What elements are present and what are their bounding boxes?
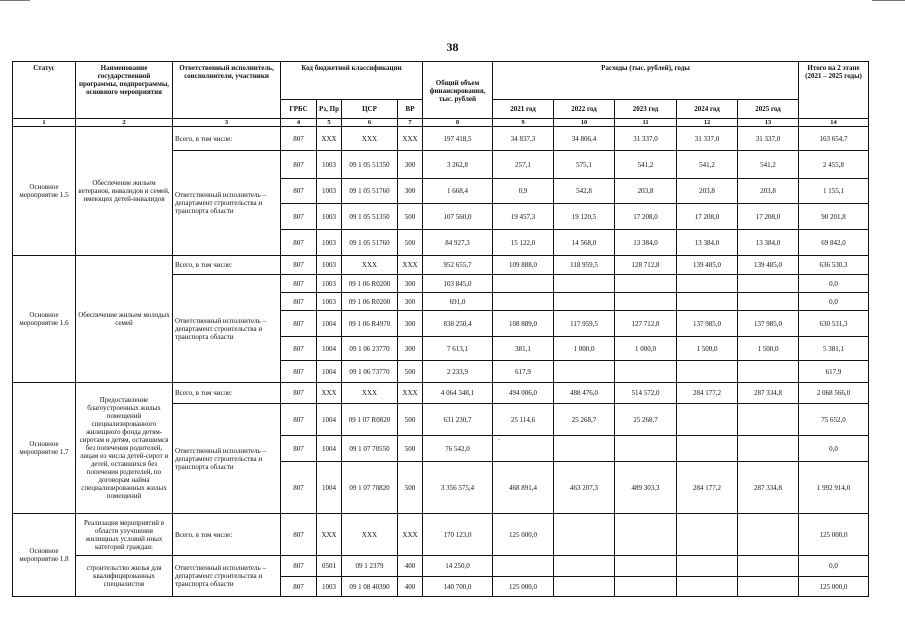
page-number: 38: [446, 40, 459, 54]
row-name: Реализация мероприятий в области улучшения жилищных условий иных категорий граждан:: [76, 514, 173, 556]
cell-2023: [615, 577, 677, 597]
cell-2022: 488 476,0: [554, 383, 615, 404]
cell-2023: 17 208,0: [615, 204, 677, 230]
cell-rzpr: 1004: [317, 311, 342, 337]
cell-2021: 617,9: [493, 361, 554, 383]
cell-csr: 09 1 05 51350: [342, 204, 398, 230]
cell-2021: 0,9: [493, 179, 554, 204]
header-vr: ВР: [398, 100, 423, 119]
header-executor: Ответственный исполнитель, соисполнители, участники: [173, 62, 281, 119]
cell-stage-total: 69 842,0: [799, 230, 869, 256]
cell-2025: 139 485,0: [738, 256, 799, 275]
cell-grbs: 807: [281, 293, 317, 311]
cell-rzpr: 1003: [317, 256, 342, 275]
cell-2021: 19 457,3: [493, 204, 554, 230]
cell-2024: 137 985,0: [677, 311, 738, 337]
cell-2025: 541,2: [738, 151, 799, 179]
row-executor: Ответственный исполнитель – департамент строительства и транспорта области: [173, 275, 281, 383]
cell-2024: 203,8: [677, 179, 738, 204]
cell-total: 2 233,9: [423, 361, 493, 383]
cell-vr: 500: [398, 404, 423, 436]
cell-grbs: 807: [281, 179, 317, 204]
column-number: 14: [799, 119, 869, 127]
header-total-funding: Общий объем финансирования, тыс. рублей: [423, 62, 493, 119]
cell-2025: [738, 514, 799, 556]
cell-2022: 25 268,7: [554, 404, 615, 436]
column-number: 9: [493, 119, 554, 127]
cell-total: 107 560,0: [423, 204, 493, 230]
cell-2022: 542,8: [554, 179, 615, 204]
cell-2024: 13 384,0: [677, 230, 738, 256]
cell-2025: [738, 577, 799, 597]
cell-2022: 1 000,0: [554, 337, 615, 361]
cell-rzpr: 1003: [317, 293, 342, 311]
cell-stage-total: 0,0: [799, 436, 869, 462]
cell-2024: 284 177,2: [677, 462, 738, 514]
cell-vr: ХХХ: [398, 383, 423, 404]
cell-rzpr: 1004: [317, 361, 342, 383]
row-status: Основное мероприятие 1.7: [13, 383, 76, 514]
cell-2025: 31 337,0: [738, 127, 799, 151]
cell-2023: [615, 361, 677, 383]
cell-stage-total: 5 381,1: [799, 337, 869, 361]
cell-2024: [677, 361, 738, 383]
cell-vr: 500: [398, 204, 423, 230]
cell-grbs: 807: [281, 436, 317, 462]
cell-grbs: 807: [281, 404, 317, 436]
cell-2023: 127 712,8: [615, 311, 677, 337]
cell-grbs: 807: [281, 577, 317, 597]
budget-table: [12, 61, 869, 597]
cell-grbs: 807: [281, 556, 317, 577]
cell-grbs: 807: [281, 127, 317, 151]
row-status: Основное мероприятие 1.6: [13, 256, 76, 383]
cell-stage-total: 636 530,3: [799, 256, 869, 275]
column-number: 7: [398, 119, 423, 127]
cell-rzpr: 1003: [317, 151, 342, 179]
cell-vr: 400: [398, 556, 423, 577]
cell-rzpr: 1003: [317, 179, 342, 204]
cell-total: 952 655,7: [423, 256, 493, 275]
cell-2025: 17 208,0: [738, 204, 799, 230]
cell-2025: 137 985,0: [738, 311, 799, 337]
row-status: Основное мероприятие 1.8: [13, 514, 76, 597]
cell-csr: 09 1 06 73770: [342, 361, 398, 383]
cell-vr: 300: [398, 179, 423, 204]
cell-2021: 494 006,0: [493, 383, 554, 404]
cell-2023: 31 337,0: [615, 127, 677, 151]
cell-2021: 109 888,0: [493, 256, 554, 275]
header-expenses: Расходы (тыс. рублей), годы: [493, 62, 799, 100]
pen-mark: ´: [498, 438, 501, 446]
cell-csr: 09 1 06 R0200: [342, 293, 398, 311]
cell-2023: [615, 275, 677, 293]
column-number: 3: [173, 119, 281, 127]
cell-2023: 489 303,3: [615, 462, 677, 514]
cell-total: 84 927,3: [423, 230, 493, 256]
cell-2023: 128 712,8: [615, 256, 677, 275]
row-executor: Ответственный исполнитель – департамент строительства и транспорта области: [173, 404, 281, 514]
cell-total: 76 542,0: [423, 436, 493, 462]
cell-total: 631 230,7: [423, 404, 493, 436]
cell-2024: [677, 436, 738, 462]
cell-2022: [554, 275, 615, 293]
column-number: 13: [738, 119, 799, 127]
cell-rzpr: 1003: [317, 230, 342, 256]
cell-stage-total: 0,0: [799, 556, 869, 577]
table-row: [13, 127, 869, 151]
cell-2021: [493, 556, 554, 577]
table-row: [13, 256, 869, 275]
cell-rzpr: 1003: [317, 275, 342, 293]
cell-2022: 463 207,3: [554, 462, 615, 514]
cell-vr: 500: [398, 462, 423, 514]
cell-total: 170 123,0: [423, 514, 493, 556]
cell-grbs: 807: [281, 275, 317, 293]
column-number: 5: [317, 119, 342, 127]
cell-vr: 500: [398, 361, 423, 383]
cell-csr: 09 1 06 R0200: [342, 275, 398, 293]
table-row: [13, 383, 869, 404]
cell-grbs: 807: [281, 383, 317, 404]
header-budget-classification: Код бюджетной классификации: [281, 62, 423, 100]
cell-rzpr: 1003: [317, 204, 342, 230]
cell-grbs: 807: [281, 256, 317, 275]
column-number: 12: [677, 119, 738, 127]
cell-csr: ХХХ: [342, 514, 398, 556]
cell-2024: 284 177,2: [677, 383, 738, 404]
cell-2023: [615, 556, 677, 577]
cell-csr: 09 1 2379: [342, 556, 398, 577]
cell-rzpr: ХХХ: [317, 514, 342, 556]
row-name: Обеспечение жильем ветеранов, инвалидов и семей, имеющих детей-инвалидов: [76, 127, 173, 256]
cell-2023: [615, 436, 677, 462]
cell-2022: [554, 436, 615, 462]
cell-rzpr: 1003: [317, 577, 342, 597]
cell-rzpr: 1004: [317, 462, 342, 514]
header-csr: ЦСР: [342, 100, 398, 119]
cell-stage-total: 2 455,8: [799, 151, 869, 179]
cell-2025: [738, 556, 799, 577]
cell-rzpr: ХХХ: [317, 127, 342, 151]
cell-2024: 1 500,0: [677, 337, 738, 361]
cell-rzpr: 1004: [317, 404, 342, 436]
row-name: Обеспечение жильем молодых семей: [76, 256, 173, 383]
header-year-2024: 2024 год: [677, 100, 738, 119]
header-year-2022: 2022 год: [554, 100, 615, 119]
cell-total: 3 262,8: [423, 151, 493, 179]
cell-grbs: 807: [281, 204, 317, 230]
cell-total: 7 613,1: [423, 337, 493, 361]
column-number: 11: [615, 119, 677, 127]
cell-vr: ХХХ: [398, 127, 423, 151]
cell-stage-total: 0,0: [799, 275, 869, 293]
cell-2025: [738, 361, 799, 383]
cell-2021: 468 891,4: [493, 462, 554, 514]
cell-grbs: 807: [281, 151, 317, 179]
cell-2023: 514 572,0: [615, 383, 677, 404]
cell-2022: 118 959,5: [554, 256, 615, 275]
cell-2025: 287 334,8: [738, 383, 799, 404]
cell-2021: 34 837,3: [493, 127, 554, 151]
cell-csr: 09 1 05 51760: [342, 230, 398, 256]
column-number: 4: [281, 119, 317, 127]
row-executor: Ответственный исполнитель – департамент строительства и транспорта области: [173, 151, 281, 256]
cell-2021: 125 000,0: [493, 577, 554, 597]
cell-csr: ХХХ: [342, 256, 398, 275]
cell-vr: 300: [398, 275, 423, 293]
cell-2022: [554, 514, 615, 556]
row-executor: Всего, в том числе:: [173, 514, 281, 556]
cell-stage-total: 125 000,0: [799, 577, 869, 597]
cell-2023: 13 384,0: [615, 230, 677, 256]
cell-stage-total: 90 201,8: [799, 204, 869, 230]
cell-2023: [615, 293, 677, 311]
cell-csr: ХХХ: [342, 383, 398, 404]
header-stage-total: Итого на 2 этапе (2021 – 2025 годы): [799, 62, 869, 119]
cell-csr: 09 1 06 R4970: [342, 311, 398, 337]
cell-2022: 19 120,5: [554, 204, 615, 230]
column-number: 10: [554, 119, 615, 127]
cell-csr: 09 1 07 70550: [342, 436, 398, 462]
cell-grbs: 807: [281, 361, 317, 383]
cell-vr: ХХХ: [398, 256, 423, 275]
cell-total: 14 250,0: [423, 556, 493, 577]
table-row: [13, 514, 869, 556]
cell-2024: [677, 275, 738, 293]
header-year-2025: 2025 год: [738, 100, 799, 119]
header-grbs: ГРБС: [281, 100, 317, 119]
cell-vr: 400: [398, 577, 423, 597]
cell-2023: 203,8: [615, 179, 677, 204]
cell-2024: [677, 556, 738, 577]
header-name: Наименование государственной программы, подпрограммы, основного мероприятия: [76, 62, 173, 119]
cell-total: 838 250,4: [423, 311, 493, 337]
cell-2023: 541,2: [615, 151, 677, 179]
cell-2025: [738, 275, 799, 293]
cell-rzpr: 0501: [317, 556, 342, 577]
cell-2021: 125 000,0: [493, 514, 554, 556]
cell-2025: [738, 436, 799, 462]
cell-stage-total: 630 531,3: [799, 311, 869, 337]
column-number: 2: [76, 119, 173, 127]
cell-grbs: 807: [281, 462, 317, 514]
cell-2022: 34 806,4: [554, 127, 615, 151]
cell-vr: 300: [398, 337, 423, 361]
cell-total: 691,0: [423, 293, 493, 311]
cell-total: 103 845,0: [423, 275, 493, 293]
cell-2025: [738, 293, 799, 311]
cell-grbs: 807: [281, 337, 317, 361]
cell-2022: [554, 361, 615, 383]
cell-total: 1 668,4: [423, 179, 493, 204]
cell-2025: 203,8: [738, 179, 799, 204]
cell-stage-total: 1 992 914,0: [799, 462, 869, 514]
cell-stage-total: 2 068 566,0: [799, 383, 869, 404]
cell-csr: 09 1 07 70820: [342, 462, 398, 514]
cell-2021: 257,1: [493, 151, 554, 179]
cell-stage-total: 163 654,7: [799, 127, 869, 151]
cell-2024: [677, 577, 738, 597]
cell-2022: [554, 577, 615, 597]
row-executor: Всего, в том числе:: [173, 256, 281, 275]
cell-2024: [677, 293, 738, 311]
cell-2025: 13 384,0: [738, 230, 799, 256]
cell-2021: [493, 293, 554, 311]
cell-csr: 09 1 05 51350: [342, 151, 398, 179]
cell-vr: 300: [398, 293, 423, 311]
cell-total: 140 700,0: [423, 577, 493, 597]
cell-2023: [615, 514, 677, 556]
cell-csr: ХХХ: [342, 127, 398, 151]
row-executor: Ответственный исполнитель – департамент строительства и транспорта области: [173, 556, 281, 597]
cell-vr: 500: [398, 230, 423, 256]
cell-2021: [493, 275, 554, 293]
cell-csr: 09 1 07 R0820: [342, 404, 398, 436]
cell-total: 3 356 575,4: [423, 462, 493, 514]
cell-2022: [554, 556, 615, 577]
cell-rzpr: ХХХ: [317, 383, 342, 404]
cell-total: 4 064 348,1: [423, 383, 493, 404]
cell-2022: 575,1: [554, 151, 615, 179]
cell-vr: 300: [398, 311, 423, 337]
cell-stage-total: 0,0: [799, 293, 869, 311]
header-status: Статус: [13, 62, 76, 119]
column-number: 8: [423, 119, 493, 127]
cell-grbs: 807: [281, 230, 317, 256]
cell-csr: 09 1 06 23770: [342, 337, 398, 361]
cell-csr: 09 1 05 51760: [342, 179, 398, 204]
row-status: Основное мероприятие 1.5: [13, 127, 76, 256]
cell-2024: 17 208,0: [677, 204, 738, 230]
cell-2023: 1 000,0: [615, 337, 677, 361]
cell-2023: 25 268,7: [615, 404, 677, 436]
header-rzpr: Рз, Пр: [317, 100, 342, 119]
table-row: [13, 556, 869, 577]
header-year-2021: 2021 год: [493, 100, 554, 119]
cell-2025: 287 334,8: [738, 462, 799, 514]
cell-total: 197 418,5: [423, 127, 493, 151]
cell-stage-total: 617,9: [799, 361, 869, 383]
row-executor: Всего, в том числе:: [173, 127, 281, 151]
cell-rzpr: 1004: [317, 436, 342, 462]
cell-2021: 381,1: [493, 337, 554, 361]
cell-grbs: 807: [281, 514, 317, 556]
cell-2024: 139 485,0: [677, 256, 738, 275]
cell-2024: 541,2: [677, 151, 738, 179]
row-sub-name: строительство жилья для квалифицированных специалистов: [76, 556, 173, 597]
cell-2021: 15 122,0: [493, 230, 554, 256]
cell-stage-total: 1 155,1: [799, 179, 869, 204]
cell-2024: [677, 514, 738, 556]
row-name: Предоставление благоустроенных жилых помещений специализированного жилищного фонда детям-сиротам и детям, оставшимся без попечения родителей, лицам из числа детей-сирот и детей, оставшихся без попечения родителей, по договорам найма специализированных жилых помещений: [76, 383, 173, 514]
scan-edge-line: [872, 0, 905, 1]
cell-2024: 31 337,0: [677, 127, 738, 151]
header-year-2023: 2023 год: [615, 100, 677, 119]
cell-2025: [738, 404, 799, 436]
cell-vr: ХХХ: [398, 514, 423, 556]
cell-vr: 500: [398, 436, 423, 462]
cell-rzpr: 1004: [317, 337, 342, 361]
scan-edge-line: [0, 0, 30, 1]
cell-2025: 1 500,0: [738, 337, 799, 361]
column-number-row: [13, 119, 869, 127]
cell-2022: 117 959,5: [554, 311, 615, 337]
row-executor: Всего, в том числе:: [173, 383, 281, 404]
cell-2022: [554, 293, 615, 311]
cell-2021: [493, 436, 554, 462]
cell-stage-total: 125 000,0: [799, 514, 869, 556]
column-number: 1: [13, 119, 76, 127]
cell-stage-total: 75 652,0: [799, 404, 869, 436]
column-number: 6: [342, 119, 398, 127]
cell-2024: [677, 404, 738, 436]
cell-csr: 09 1 08 40390: [342, 577, 398, 597]
cell-grbs: 807: [281, 311, 317, 337]
cell-vr: 300: [398, 151, 423, 179]
cell-2021: 108 889,0: [493, 311, 554, 337]
cell-2021: 25 114,6: [493, 404, 554, 436]
cell-2022: 14 568,0: [554, 230, 615, 256]
